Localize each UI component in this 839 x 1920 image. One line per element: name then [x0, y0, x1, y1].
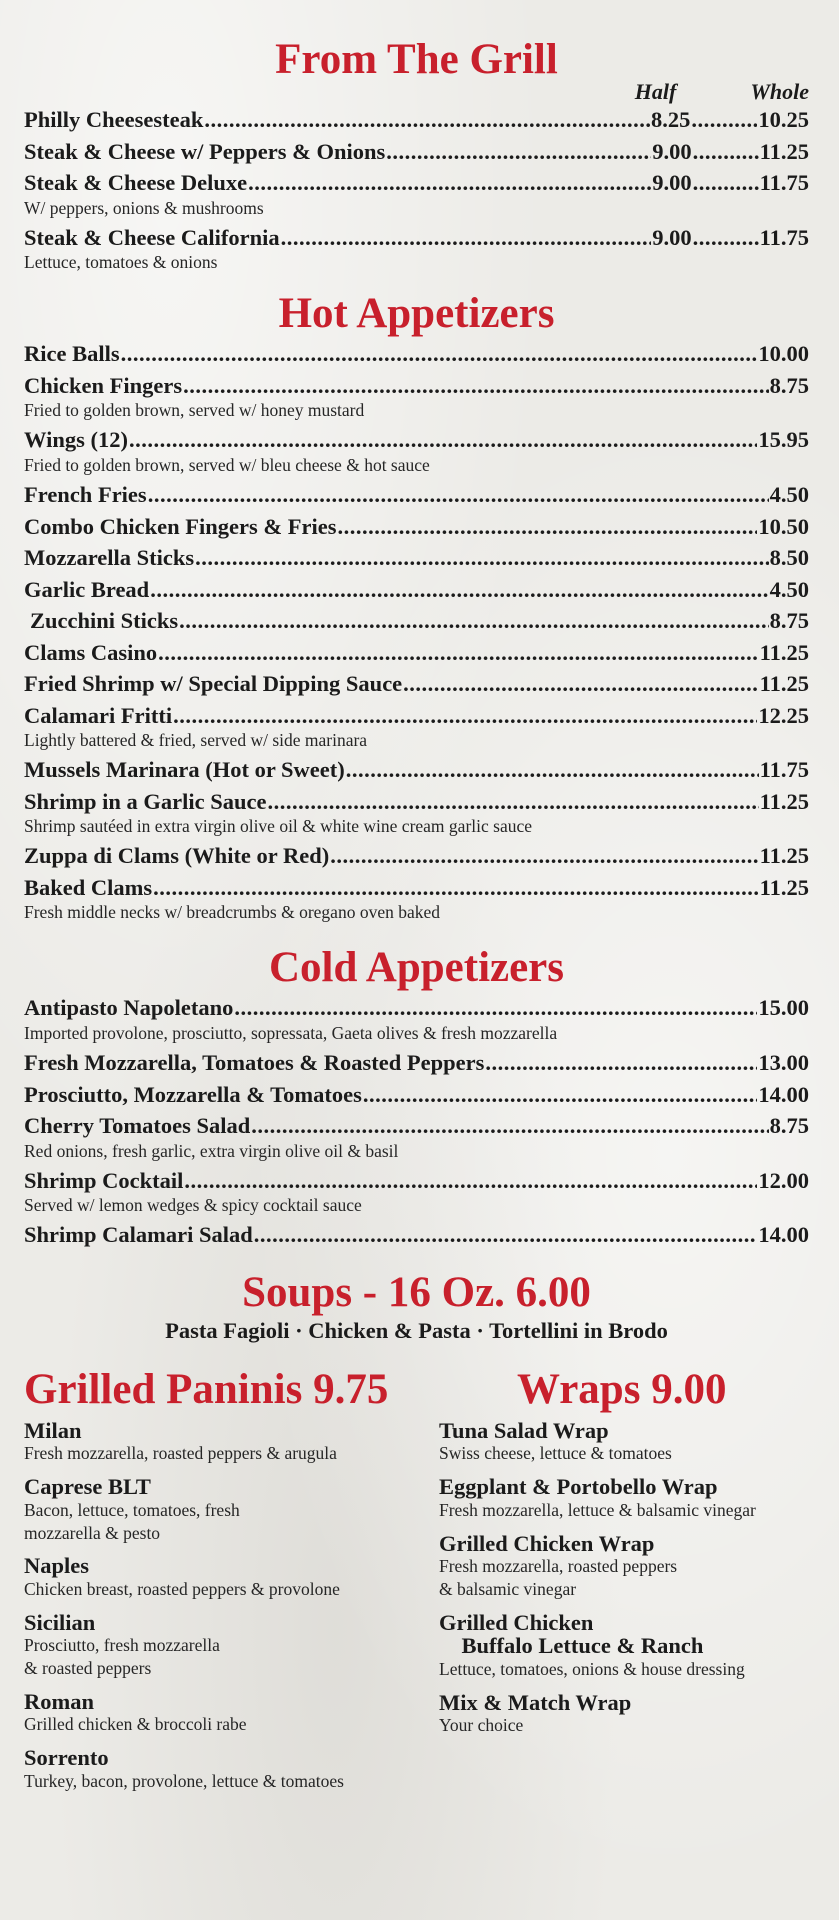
- item-name: French Fries: [24, 482, 147, 507]
- whole-price: 11.25: [759, 138, 809, 164]
- item-description: Fresh mozzarella, roasted peppers & arugula: [24, 1443, 337, 1464]
- menu-item-row: [24, 138, 809, 164]
- dot-leader: [254, 1224, 758, 1247]
- menu-item: [24, 1081, 809, 1107]
- item-price: 8.50: [769, 545, 809, 570]
- menu-item: [439, 1475, 809, 1521]
- dot-leader: [153, 877, 758, 900]
- dot-leader: [184, 1170, 757, 1193]
- dot-leader: [234, 997, 757, 1020]
- item-description: Bacon, lettuce, tomatoes, fresh mozzarella & pesto: [24, 1499, 240, 1543]
- grill-title: From The Grill: [275, 36, 558, 83]
- item-name: Steak & Cheese California: [24, 224, 280, 250]
- menu-item: [24, 1052, 809, 1075]
- menu-item: [24, 1746, 424, 1792]
- item-name: Sorrento: [24, 1745, 109, 1771]
- grill-list: [24, 109, 809, 272]
- menu-item: [24, 997, 809, 1043]
- item-name: Calamari Fritti: [24, 702, 173, 728]
- item-description: Lettuce, tomatoes, onions & house dressing: [439, 1658, 745, 1679]
- dot-leader: [158, 642, 758, 665]
- soups-list: Pasta Fagioli · Chicken & Pasta · Tortellini in Brodo: [165, 1317, 668, 1343]
- dot-leader: [148, 484, 769, 507]
- wraps-list: [439, 1419, 809, 1737]
- cold-appetizers-list: [24, 997, 809, 1246]
- item-name: Baked Clams: [24, 874, 153, 900]
- menu-item: [24, 1554, 424, 1600]
- item-price: 15.95: [758, 427, 809, 453]
- item-name: Milan: [24, 1417, 82, 1443]
- item-name: Steak & Cheese Deluxe: [24, 170, 248, 195]
- item-name: Caprese BLT: [24, 1474, 151, 1500]
- menu-item: [24, 513, 809, 539]
- item-description: Prosciutto, fresh mozzarella & roasted peppers: [24, 1635, 220, 1678]
- menu-item: [24, 874, 809, 923]
- menu-item-row: [24, 997, 809, 1020]
- item-description: Fried to golden brown, served w/ bleu cheese & hot sauce: [24, 454, 430, 475]
- item-price: 13.00: [758, 1050, 809, 1075]
- menu-item: [24, 1115, 809, 1161]
- dot-leader: [363, 1084, 758, 1107]
- item-name: Shrimp Calamari Salad: [24, 1222, 253, 1248]
- item-description: Grilled chicken & broccoli rabe: [24, 1714, 247, 1735]
- menu-item-row: [24, 224, 809, 250]
- dot-leader: [150, 579, 768, 602]
- menu-item-row: [24, 343, 809, 366]
- dot-leader: [179, 610, 768, 633]
- item-name: Philly Cheesesteak: [24, 107, 204, 132]
- item-name: Steak & Cheese w/ Peppers & Onions: [24, 138, 386, 164]
- menu-item: [24, 788, 809, 837]
- paninis-title: Grilled Paninis 9.75: [24, 1365, 389, 1413]
- item-description: Fresh mozzarella, roasted peppers & balsamic vinegar: [439, 1556, 678, 1599]
- hot-appetizers-list: [24, 343, 809, 922]
- menu-item: [439, 1611, 809, 1681]
- menu-item-row: [24, 845, 809, 868]
- dot-leader: [693, 172, 759, 195]
- menu-item-row: [24, 639, 809, 665]
- item-price: 8.75: [769, 608, 809, 633]
- half-price: 9.00: [652, 224, 692, 250]
- item-description: Lettuce, tomatoes & onions: [24, 252, 218, 273]
- menu-item-row: [24, 1167, 809, 1193]
- item-name: Grilled Chicken Wrap: [439, 1530, 655, 1556]
- dot-leader: [346, 759, 759, 782]
- menu-item-row: [24, 372, 809, 398]
- menu-item: [24, 172, 809, 218]
- item-price: 12.25: [758, 702, 809, 728]
- menu-item-row: [24, 484, 809, 507]
- item-description: Shrimp sautéed in extra virgin olive oil & white wine cream garlic sauce: [24, 816, 532, 837]
- item-name: Wings (12): [24, 427, 128, 453]
- dot-leader: [485, 1052, 757, 1075]
- menu-item-row: [24, 172, 809, 195]
- item-price: 11.25: [759, 788, 809, 814]
- item-price: 14.00: [758, 1222, 809, 1248]
- item-price: 4.50: [769, 576, 809, 602]
- item-price: 11.25: [759, 843, 809, 869]
- item-name: Zucchini Sticks: [30, 608, 179, 633]
- dot-leader: [121, 343, 758, 366]
- menu-item-row: [24, 1081, 809, 1107]
- item-price: 11.75: [759, 757, 809, 783]
- item-name: Fresh Mozzarella, Tomatoes & Roasted Peppers: [24, 1050, 485, 1075]
- dot-leader: [173, 705, 757, 728]
- item-name: Combo Chicken Fingers & Fries: [24, 513, 337, 539]
- item-name: Chicken Fingers: [24, 372, 183, 398]
- item-description: W/ peppers, onions & mushrooms: [24, 197, 264, 218]
- paninis-wraps-columns: [24, 1365, 809, 1803]
- hot-appetizers-title: Hot Appetizers: [278, 290, 555, 338]
- menu-item: [24, 1167, 809, 1216]
- item-price: 11.25: [759, 639, 809, 665]
- dot-leader: [386, 141, 651, 164]
- menu-item: [24, 759, 809, 782]
- menu-item-row: [24, 610, 809, 633]
- item-name: Zuppa di Clams (White or Red): [24, 843, 330, 869]
- menu-item: [24, 429, 809, 475]
- item-price: 11.25: [759, 874, 809, 900]
- half-price: 8.25: [651, 107, 691, 132]
- item-name: Shrimp in a Garlic Sauce: [24, 788, 267, 814]
- item-description: Chicken breast, roasted peppers & provolone: [24, 1578, 340, 1599]
- dot-leader: [183, 375, 768, 398]
- item-description: Fresh middle necks w/ breadcrumbs & oregano oven baked: [24, 902, 440, 923]
- item-description: Fresh mozzarella, lettuce & balsamic vinegar: [439, 1499, 756, 1520]
- grill-column-headers: [24, 81, 809, 103]
- item-name: Eggplant & Portobello Wrap: [439, 1474, 718, 1500]
- dot-leader: [693, 141, 759, 164]
- menu-item: [439, 1532, 809, 1601]
- menu-item: [24, 1611, 424, 1680]
- menu-item-row: [24, 788, 809, 814]
- whole-price: 11.75: [759, 224, 809, 250]
- half-price: 9.00: [652, 138, 692, 164]
- menu-item: [24, 343, 809, 366]
- item-name: Shrimp Cocktail: [24, 1167, 184, 1193]
- menu-item-row: [24, 673, 809, 696]
- item-name: Grilled Chicken Buffalo Lettuce & Ranch: [439, 1609, 704, 1659]
- dot-leader: [129, 429, 757, 452]
- item-name: Tuna Salad Wrap: [439, 1417, 609, 1443]
- dot-leader: [248, 172, 651, 195]
- menu-item: [24, 610, 809, 633]
- menu-item: [439, 1691, 809, 1737]
- wraps-title: Wraps 9.00: [517, 1365, 727, 1413]
- item-name: Rice Balls: [24, 341, 120, 367]
- item-name: Cherry Tomatoes Salad: [24, 1113, 251, 1138]
- menu-item-row: [24, 874, 809, 900]
- item-name: Garlic Bread: [24, 576, 150, 602]
- dot-leader: [330, 845, 758, 868]
- half-price: 9.00: [652, 170, 692, 195]
- menu-item: [24, 673, 809, 696]
- item-price: 4.50: [769, 482, 809, 507]
- item-name: Mussels Marinara (Hot or Sweet): [24, 757, 345, 783]
- item-name: Fried Shrimp w/ Special Dipping Sauce: [24, 671, 403, 696]
- whole-price: 10.25: [758, 107, 809, 132]
- wraps-column: [439, 1365, 809, 1803]
- item-description: Imported provolone, prosciutto, sopressata, Gaeta olives & fresh mozzarella: [24, 1022, 558, 1043]
- dot-leader: [251, 1115, 768, 1138]
- menu-item-row: [24, 702, 809, 728]
- item-price: 8.75: [769, 1113, 809, 1138]
- menu-item: [24, 1475, 424, 1544]
- item-description: Red onions, fresh garlic, extra virgin olive oil & basil: [24, 1140, 399, 1161]
- menu-item: [24, 138, 809, 164]
- menu-item: [24, 845, 809, 868]
- paninis-list: [24, 1419, 424, 1793]
- item-description: Swiss cheese, lettuce & tomatoes: [439, 1443, 672, 1464]
- half-column-label: Half: [634, 79, 677, 104]
- menu-item: [24, 484, 809, 507]
- menu-item: [439, 1419, 809, 1465]
- dot-leader: [195, 547, 768, 570]
- item-description: Your choice: [439, 1715, 524, 1736]
- menu-item-row: [24, 513, 809, 539]
- menu-item: [24, 1690, 424, 1736]
- menu-item-row: [24, 1224, 809, 1247]
- menu-item: [24, 702, 809, 751]
- menu-item: [24, 1419, 424, 1465]
- menu-item-row: [24, 547, 809, 570]
- item-price: 12.00: [758, 1167, 809, 1193]
- item-name: Antipasto Napoletano: [24, 995, 234, 1021]
- menu-item: [24, 576, 809, 602]
- item-name: Prosciutto, Mozzarella & Tomatoes: [24, 1081, 362, 1107]
- item-name: Mozzarella Sticks: [24, 545, 195, 570]
- dot-leader: [693, 227, 759, 250]
- item-description: Lightly battered & fried, served w/ side marinara: [24, 730, 368, 750]
- item-price: 8.75: [769, 372, 809, 398]
- menu-item-row: [24, 576, 809, 602]
- item-name: Roman: [24, 1688, 95, 1714]
- menu-item-row: [24, 1115, 809, 1138]
- item-price: 11.25: [759, 671, 809, 696]
- item-description: Served w/ lemon wedges & spicy cocktail sauce: [24, 1195, 362, 1216]
- item-name: Sicilian: [24, 1609, 96, 1635]
- paninis-column: [24, 1365, 424, 1803]
- menu-item-row: [24, 109, 809, 132]
- menu-item: [24, 109, 809, 132]
- dot-leader: [337, 516, 757, 539]
- menu-item-row: [24, 429, 809, 452]
- item-price: 14.00: [758, 1081, 809, 1107]
- menu-item-row: [24, 759, 809, 782]
- item-description: Fried to golden brown, served w/ honey mustard: [24, 400, 365, 421]
- dot-leader: [281, 227, 652, 250]
- menu-item-row: [24, 1052, 809, 1075]
- item-name: Clams Casino: [24, 639, 158, 665]
- item-description: Turkey, bacon, provolone, lettuce & tomatoes: [24, 1770, 344, 1791]
- dot-leader: [268, 791, 759, 814]
- soups-title: Soups - 16 Oz. 6.00: [242, 1268, 591, 1316]
- dot-leader: [691, 109, 757, 132]
- menu-item: [24, 639, 809, 665]
- item-price: 15.00: [758, 995, 809, 1021]
- item-name: Mix & Match Wrap: [439, 1689, 632, 1715]
- menu-page: [24, 0, 809, 1803]
- menu-item: [24, 372, 809, 421]
- menu-item: [24, 224, 809, 273]
- whole-price: 11.75: [759, 170, 809, 195]
- menu-item: [24, 547, 809, 570]
- dot-leader: [204, 109, 650, 132]
- item-name: Naples: [24, 1553, 90, 1579]
- item-price: 10.00: [758, 341, 809, 367]
- item-price: 10.50: [758, 513, 809, 539]
- whole-column-label: Whole: [750, 79, 809, 104]
- dot-leader: [403, 673, 758, 696]
- menu-item: [24, 1224, 809, 1247]
- cold-appetizers-title: Cold Appetizers: [268, 944, 565, 992]
